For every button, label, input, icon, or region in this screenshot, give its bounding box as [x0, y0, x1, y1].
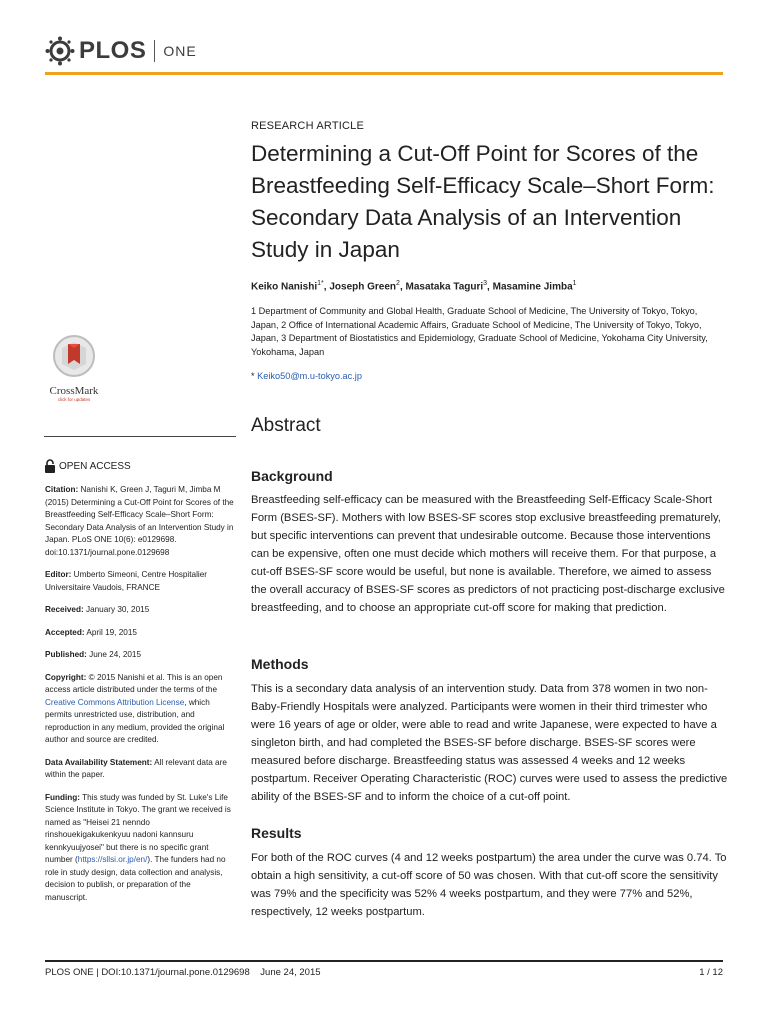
- copyright-block: [45, 672, 235, 747]
- logo-one-text: ONE: [163, 43, 197, 59]
- page-number: 1 / 12: [699, 967, 723, 978]
- article-type: RESEARCH ARTICLE: [251, 120, 365, 132]
- received-date: January 30, 2015: [85, 605, 150, 614]
- author-name[interactable]: Keiko Nanishi: [251, 281, 318, 293]
- email-link[interactable]: Keiko50@m.u-tokyo.ac.jp: [257, 371, 362, 381]
- copyright-text-end: , which permits unrestricted use, distribution, and reproduction in any medium, provided the original author and source are credited.: [45, 697, 225, 744]
- background-text: Breastfeeding self-efficacy can be measured with the Breastfeeding Self-Efficacy Scale-Short Form (BSES-SF). Mothers with low BSES-SF scores stop exclusive breastfeeding prematurely, but specific interventions can prevent that undesirable outcome. Because those interventions can be expensive, often one must decide which mothers will receive them. For that purpose, a cut-off BSES-SF score would be useful, but none is available. Therefore, we aimed to assess the overall accuracy of BSES-SF scores as predictors of not practicing post-discharge exclusive breastfeeding, and to choose an appropriate cut-off score for making that prediction.: [251, 494, 725, 614]
- background-heading: Background: [251, 468, 333, 484]
- author-affil-sup: 1: [317, 280, 322, 287]
- footer-rule: [45, 960, 723, 962]
- crossmark-icon: [52, 334, 96, 378]
- open-access-label: OPEN ACCESS: [59, 460, 131, 472]
- citation-text: Nanishi K, Green J, Taguri M, Jimba M (2015) Determining a Cut-Off Point for Scores of the Breastfeeding Self-Efficacy Scale–Short Form: Secondary Data Analysis of an Intervention Study in Japan. PLoS ONE 10(6): e0129698. doi:10.1371/journal.pone.0129698: [45, 485, 234, 557]
- data-availability-block: [45, 757, 235, 782]
- logo-divider: [154, 40, 155, 62]
- published-block: [45, 649, 235, 662]
- copyright-text: © 2015 Nanishi et al. This is an open access article distributed under the terms of the: [45, 672, 223, 694]
- accepted-date: April 19, 2015: [86, 627, 137, 637]
- logo-plos-text: PLOS: [79, 37, 147, 64]
- accepted-block: [45, 627, 235, 640]
- cc-license-link[interactable]: Creative Commons Attribution License: [45, 697, 185, 707]
- author-affil-sup: 1: [572, 280, 577, 287]
- author-affil-sup: 2: [396, 280, 400, 287]
- methods-heading: Methods: [251, 656, 309, 672]
- author-corresponding-mark: *: [321, 280, 324, 287]
- author-list: Keiko Nanishi$^{1*}$, Joseph Green$^2$, Masataka Taguri$^3$, Masamine Jimba$^1$: [251, 280, 577, 293]
- accepted-label: Accepted:: [45, 627, 85, 637]
- plos-one-logo: [45, 34, 197, 68]
- article-metadata: [45, 484, 235, 914]
- crossmark-badge[interactable]: [44, 334, 104, 402]
- author-name[interactable]: Masataka Taguri: [405, 281, 484, 293]
- author-affil-sup: 3: [483, 280, 488, 287]
- funding-block: [45, 792, 235, 905]
- editor-label: Editor:: [45, 570, 72, 579]
- affiliations: 1 Department of Community and Global Health, Graduate School of Medicine, The University of Tokyo, Tokyo, Japan, 2 Office of International Academic Affairs, Graduate School of Medicine, The University of Tokyo, Tokyo, Japan, 3 Department of Biostatistics and Epidemiology, Graduate School of Medicine, Yokohama City University, Yokohama, Japan: [251, 306, 708, 357]
- funding-text-end: ). The funders had no role in study design, data collection and analysis, decision to publish, or preparation of the manuscript.: [45, 855, 226, 902]
- data-availability-text: All relevant data are within the paper.: [45, 757, 227, 779]
- author-name[interactable]: Joseph Green: [329, 281, 397, 293]
- open-lock-icon: [44, 459, 56, 473]
- published-date: June 24, 2015: [89, 650, 142, 659]
- crossmark-label: CrossMark: [49, 385, 99, 397]
- citation-label: Citation:: [45, 485, 79, 494]
- editor-block: [45, 569, 235, 594]
- citation-block: [45, 484, 235, 559]
- copyright-label: Copyright:: [45, 672, 87, 682]
- plos-logo-icon: [45, 36, 75, 66]
- received-block: [45, 604, 235, 617]
- results-text: For both of the ROC curves (4 and 12 weeks postpartum) the area under the curve was 0.74. To obtain a high sensitivity, a cut-off score of 50 was chosen. With that cut-off score the sensitivity was 79% and the specificity was 52% 4 weeks postpartum, and they were 77% and 52%, respectively, 12 weeks postpartum.: [251, 852, 727, 918]
- email-mark: *: [251, 371, 255, 381]
- data-availability-label: Data Availability Statement:: [45, 757, 153, 767]
- abstract-heading: Abstract: [251, 415, 321, 436]
- author-name[interactable]: Masamine Jimba: [492, 281, 573, 293]
- footer-citation: PLOS ONE | DOI:10.1371/journal.pone.0129698 June 24, 2015: [45, 967, 321, 978]
- received-label: Received:: [45, 605, 84, 614]
- methods-text: This is a secondary data analysis of an intervention study. Data from 378 women in two non-Baby-Friendly Hospitals were analyzed. Participants were women in their third trimester who were 16 years of age or older, were able to read and write Japanese, were expected to have a singleton birth, and had completed the BSES-SF before discharge. BSES-SF scores were measured before discharge. Breastfeeding status was assessed 4 weeks and 12 weeks postpartum. Receiver Operating Characteristic (ROC) curves were used to assess the predictive ability of the BSES-SF and to inform the choice of a cut-off point.: [251, 683, 728, 803]
- sidebar-rule: [44, 436, 236, 437]
- open-access-badge: [44, 459, 131, 473]
- header-rule: [45, 72, 723, 75]
- corresponding-email: [251, 371, 362, 381]
- funding-label: Funding:: [45, 792, 81, 802]
- article-title: Determining a Cut-Off Point for Scores of the Breastfeeding Self-Efficacy Scale–Short Form: Secondary Data Analysis of an Intervention Study in Japan: [251, 141, 715, 262]
- funding-text: This study was funded by St. Luke's Life Science Institute in Tokyo. The grant we received is named as "Heisei 21 nenndo rinshouekigakukenkyuu nadoni kannsuru kennkyuujyosei" but there is no specific grant number (: [45, 792, 231, 864]
- results-heading: Results: [251, 825, 302, 841]
- published-label: Published:: [45, 650, 87, 659]
- crossmark-sub: click for updates: [57, 397, 91, 402]
- funding-link[interactable]: https://sllsi.or.jp/en/: [77, 855, 148, 864]
- editor-text: Umberto Simeoni, Centre Hospitalier Universitaire Vaudois, FRANCE: [45, 570, 207, 592]
